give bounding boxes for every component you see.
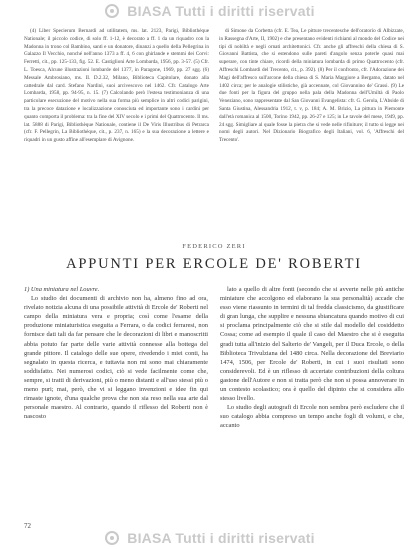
footnotes-block [24, 28, 404, 233]
body-paragraph: lato a quello di altre fonti (secondo che si avverte nelle più antiche miniature che accolgono ed elaborano la sua personalità) accade che esso viene riassunto in termini di tal fredda classicismo, da giustificare di gran lunga, che supplire e nessuna sbiancatura quando motivo di cui si proclama principalmente ciò che si stile dal modello del cosiddetto Cossa; come ad esempio il quale il caso del Maestro che si è eseguita gradi tutta all'inizio del Salterio de' Vangeli, per il Duca Ercole, o della Biblioteca Trivulziana del 1480 circa. Nella decorazione del Breviario 1474, 1506, per Ercole de' Roberti, in cui i suoi risultati sono considerevoli. Ed è un riflesso di accertate contribuzioni della coltura gastone dell'Autore e non si tratta però che non si possa annoverare in un contesto scolastico; ora è quello del dipinto che si considera allo stesso livello. [220, 286, 404, 403]
copyright-icon [105, 531, 119, 545]
watermark-text: BIASA Tutti i diritti riservati [127, 530, 315, 546]
watermark-bottom [0, 530, 420, 546]
footnote-text: di Simone da Corbetta (cfr. E. Tea, Le pitture trecentesche dell'oratorio di Albizzate, in Rassegna d'Arte, II, 1902) e che presentano evidenti richiami al mondo del Codice nei tipi di nobiltà e negli ornati architettonici. Cfr. anche gli affreschi della chiesa di S. Giovanni Battista, che si estendono sulle pareti d'angolo senza poterle quasi mai superare, con tinte chiare, ricordi della miniatura lombarda di primo Quattrocento (cfr. Affreschi Lombardi del Trecento, cit., p. 392). (8) Per il confronto, cfr. l'Adorazione dei Magi dell'affresco sull'arcone della chiesa di S. Maria Maggiore a Bergamo, datato nel 1402 circa; per le analogie stilistiche, già accennate, col Giovannino de' Grassi. (9) Le due fonti per la figura del gruppo nella pala della Madonna dell'Umiltà di Paolo Veneziano, sono rappresentate dal San Giovanni Evangelista: cfr. G. Gerola, L'Abside di Santa Giustina, Alessandria 1912, t. v, p. 184; A. M. Brizio, La pittura in Piemonte dall'età romanica al 1500, Torino 1942, pp. 26-27 e 125; in Le tavole del mese, 1949, pp. 24 sgg. Simigliare al quale fosse la pietra che si vede nelle rifiniture; il tutto si legge nei nomi degli autori. Nel Dizionario Biografico degli Italiani, vol. 6, 'Affreschi del Trecento'. [219, 28, 404, 144]
article-body [24, 285, 404, 525]
watermark-text: BIASA Tutti i diritti riservati [127, 3, 315, 19]
copyright-icon [105, 4, 119, 18]
article-title: APPUNTI PER ERCOLE DE' ROBERTI [66, 256, 362, 272]
footnote-text: (4) Liber Specierum Bernardi ad utilitatem, ms. lat. 2123, Parigi, Bibliothèque Nationale; il piccolo codice, di solo ff. 1-12, è decorato a ff. 1 da un riquadro con la Madonna in trono col Bambino, santi e un donatore, dinanzi a quello della Pellegrina in Galazzo Il Vecchio, nonché nell'anno 1373 a ff. 4, 6 con ghirlande e stemmi dei Corvi: Ferretti, cit., pp. 125-133, fig. 52. E. Castiglioni Arte Lombarda, 1956, pp. 3-57. (5) Cfr. L. Toesca, Alcune illustrazioni lombarde del 1377, in Paragone, 1969, pp. 27 sgg. (6) Messale Ambrosiano, ms. II. D.2.32, Milano, Biblioteca Capitolare, donato alla cattedrale dal card. Stefano Nardini, suoi arcivescovo nel 1462. Cfr. Catalogo Arte Lombarda, 1958, pp. 94-95, n. 15. (7) Calcolando però l'estesa testimonianza di una particolare esecuzione del motivo nella sua forma più semplice in altri codici parigini, tra la precoce datazione e localizzazione conosciuta ed importante sono i cardini per quanto comporta il problema: tra la fine del XIV secolo e i primi del Quattrocento. Il ms. lat. 5888 di Parigi, Bibliothèque Nationale, contiene il De Viris Illustribus di Petrarca (cfr. F. Pellegrin, La Bibliothèque, cit., p. 237, n. 165) e la sua decorazione a lettere e riquadri in un gusto affine all'esemplare di Avignone. [24, 28, 209, 144]
watermark-top [0, 3, 420, 19]
author-name: FEDERICO ZERI [182, 243, 246, 250]
body-paragraph: Lo studio degli autografi di Ercole non sembra però escludere che il suo catalogo abbia compreso un tempo anche fogli di volumi, e che, accanto [220, 404, 404, 430]
page-number: 72 [24, 522, 31, 530]
document-page [24, 28, 404, 528]
body-paragraph: Lo studio dei documenti di archivio non ha, almeno fino ad ora, rivelato notizia alcuna di una possibile attività di Ercole de' Roberti nel campo della miniatura vera e propria; così come l'esame della produzione miniaturistica eseguita a Ferrara, o da codici ferraresi, non fornisce dati tali da far pensare che le decorazioni di libri e manoscritti abbia potuto far parte delle varie attività connesse alla bottega del grande pittore. Il catalogo delle sue opere, rivedendo i miei conti, ha segnalato in questa ricerca, e tuttavia non mi sono mai chiaramente soddisfatto. Nei numerosi codici, ciò si vede facilmente come che, sempre, si tratti di derivazioni, più o meno distanti e all'uso stessi più o meno puri; mai, però, che vi si leggano invenzioni e idee fin qui rimaste ignote, d'una qualche prova che non sia reso nella sua arte dal personale maestro. Al contrario, quando il riflesso del Roberti non è nascosto [24, 295, 208, 421]
article-subheading: 1) Una miniatura nel Louvre. [24, 286, 100, 293]
body-right-column [220, 285, 404, 525]
body-left-column [24, 285, 208, 525]
footnotes-right-column [219, 28, 404, 233]
footnotes-left-column [24, 28, 209, 233]
